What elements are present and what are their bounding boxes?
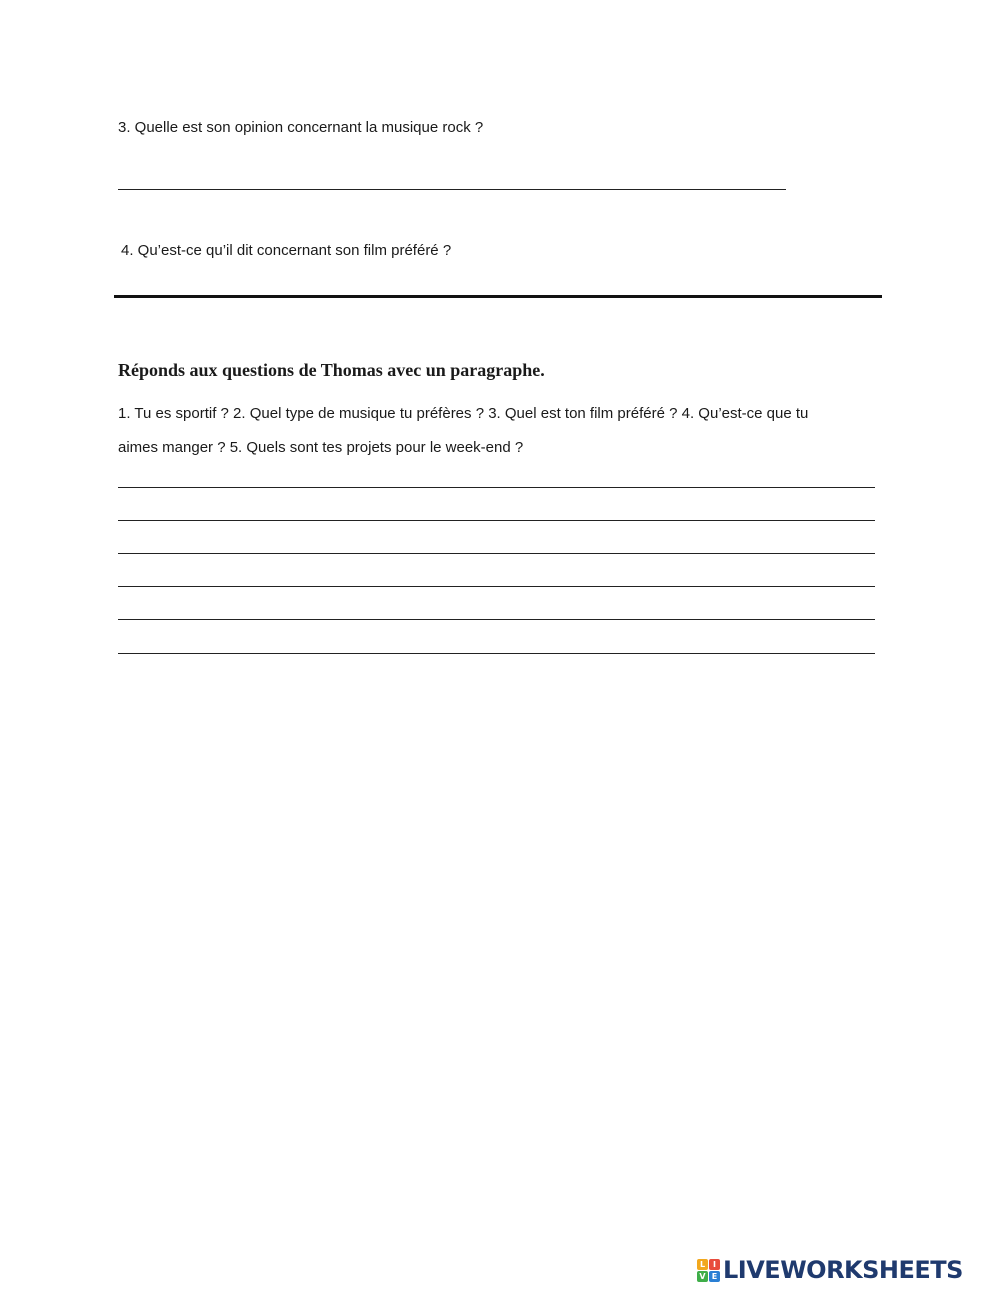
question-3: 3. Quelle est son opinion concernant la musique rock ? (118, 119, 484, 136)
paragraph-answer-line[interactable] (118, 653, 875, 654)
paragraph-answer-line[interactable] (118, 586, 875, 587)
logo-mark-tile: L (697, 1259, 708, 1270)
logo-mark-tile: E (709, 1271, 720, 1282)
answer-line-question-3[interactable] (118, 189, 786, 190)
paragraph-answer-line[interactable] (118, 619, 875, 620)
paragraph-answer-line[interactable] (118, 487, 875, 488)
section-heading: Réponds aux questions de Thomas avec un paragraphe. (118, 360, 545, 380)
liveworksheets-logo (697, 1255, 963, 1285)
logo-mark-tile: V (697, 1271, 708, 1282)
section-prompt (118, 397, 888, 465)
paragraph-answer-line[interactable] (118, 553, 875, 554)
answer-line-question-4[interactable] (114, 295, 882, 298)
logo-mark-tile: I (709, 1259, 720, 1270)
section-prompt-line-2: aimes manger ? 5. Quels sont tes projets pour le week-end ? (118, 439, 524, 456)
paragraph-answer-line[interactable] (118, 520, 875, 521)
liveworksheets-logo-mark-icon (697, 1259, 720, 1282)
question-4: 4. Qu’est-ce qu’il dit concernant son film préféré ? (121, 242, 452, 259)
section-prompt-line-1: 1. Tu es sportif ? 2. Quel type de musique tu préfères ? 3. Quel est ton film préféré ? 4. Qu’est-ce que tu (118, 405, 809, 422)
liveworksheets-logo-text: LIVEWORKSHEETS (723, 1256, 963, 1284)
